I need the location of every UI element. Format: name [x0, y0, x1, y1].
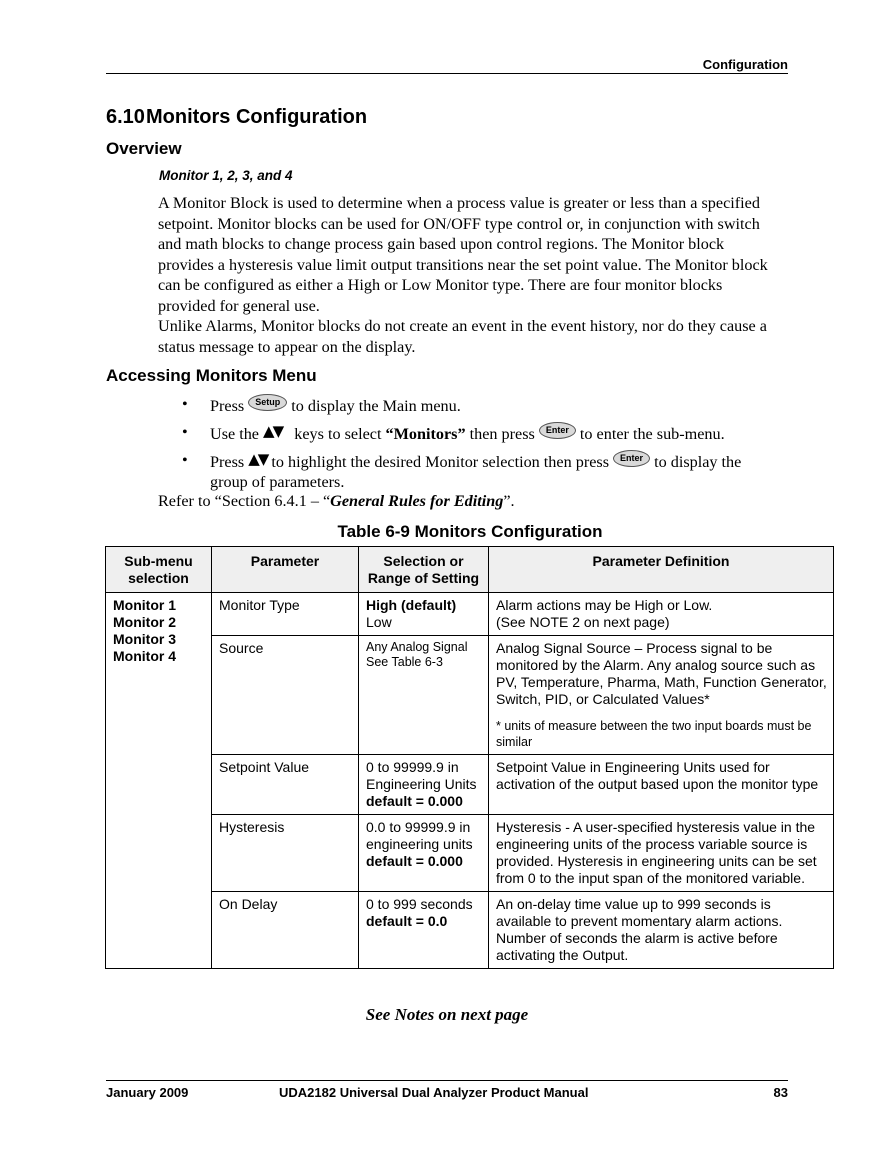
selection-value: Low: [366, 614, 392, 630]
selection-cell: [359, 755, 489, 815]
parameter-cell: Setpoint Value: [212, 755, 359, 815]
step-2: [182, 422, 782, 444]
header-selection: Selection or Range of Setting: [359, 547, 489, 593]
step-2-menu-name: “Monitors”: [385, 425, 466, 443]
section-number: 6.10: [106, 106, 145, 128]
definition-text: Alarm actions may be High or Low.: [496, 597, 713, 613]
step-2-middle-2: then press: [469, 425, 535, 443]
running-header: Configuration: [106, 57, 788, 74]
refer-link: General Rules for Editing: [330, 492, 504, 510]
enter-key-icon: Enter: [539, 422, 576, 439]
table-row: [106, 892, 834, 969]
refer-suffix: ”.: [503, 492, 515, 510]
page-number: 83: [773, 1085, 788, 1100]
table-row: [106, 755, 834, 815]
selection-value: Any Analog Signal: [366, 640, 468, 654]
definition-cell: [489, 636, 834, 755]
header-submenu: Sub-menu selection: [106, 547, 212, 593]
submenu-cell: [106, 593, 212, 969]
bullet-icon: •: [182, 451, 188, 469]
selection-default: High (default): [366, 597, 457, 613]
definition-cell: [489, 593, 834, 636]
overview-paragraph-2: Unlike Alarms, Monitor blocks do not create an event in the event history, nor do they cause a status message to appear on the display.: [158, 317, 767, 356]
parameter-cell: Source: [212, 636, 359, 755]
step-3: [182, 450, 782, 492]
selection-cell: [359, 636, 489, 755]
parameter-cell: On Delay: [212, 892, 359, 969]
setup-key-icon: Setup: [248, 394, 287, 411]
selection-cell: [359, 815, 489, 892]
selection-default: default = 0.0: [366, 913, 448, 929]
bullet-icon: •: [182, 395, 188, 413]
selection-cell: [359, 892, 489, 969]
step-3-after: to display the group of parameters.: [210, 453, 742, 491]
selection-cell: [359, 593, 489, 636]
accessing-heading: Accessing Monitors Menu: [106, 366, 317, 385]
see-notes: See Notes on next page: [365, 1005, 529, 1024]
refer-prefix: Refer to “Section 6.4.1 – “: [158, 492, 331, 510]
submenu-monitor-4: Monitor 4: [113, 648, 176, 664]
definition-text: Analog Signal Source – Process signal to be monitored by the Alarm. Any analog source such as PV, Temperature, Pharma, Math, Function Generator, Switch, PID, or Calculated Values*: [496, 640, 827, 707]
up-down-arrow-keys-icon: ▲▼: [263, 422, 283, 440]
definition-cell: Hysteresis - A user-specified hysteresis value in the engineering units of the process variable source is provided. Hysteresis in engineering units can be set from 0 to the input span of the monitored variable.: [489, 815, 834, 892]
header-definition: Parameter Definition: [489, 547, 834, 593]
footer-title: UDA2182 Universal Dual Analyzer Product Manual: [279, 1085, 589, 1100]
parameter-cell: Hysteresis: [212, 815, 359, 892]
selection-reference: See Table 6-3: [366, 655, 443, 669]
parameter-cell: Monitor Type: [212, 593, 359, 636]
submenu-monitor-2: Monitor 2: [113, 614, 176, 630]
step-3-before: Press: [210, 453, 245, 471]
section-title-text: Monitors Configuration: [146, 106, 368, 128]
selection-value: 0.0 to 99999.9 in engineering units: [366, 819, 473, 852]
table-row: [106, 636, 834, 755]
table-row: [106, 815, 834, 892]
submenu-monitor-1: Monitor 1: [113, 597, 176, 613]
bullet-icon: •: [182, 423, 188, 441]
step-2-middle: keys to select: [294, 425, 382, 443]
selection-value: 0 to 999 seconds: [366, 896, 473, 912]
definition-cell: Setpoint Value in Engineering Units used for activation of the output based upon the monitor type: [489, 755, 834, 815]
step-1-before: Press: [210, 397, 245, 415]
enter-key-icon: Enter: [613, 450, 650, 467]
step-1: [182, 394, 782, 416]
definition-cell: An on-delay time value up to 999 seconds is available to prevent momentary alarm actions. Number of seconds the alarm is active before activating the Output.: [489, 892, 834, 969]
monitors-table: [105, 546, 834, 969]
footer-date: January 2009: [106, 1085, 189, 1100]
table-header-row: [106, 547, 834, 593]
overview-body: [158, 193, 778, 357]
refer-text: [158, 492, 515, 511]
selection-default: default = 0.000: [366, 853, 463, 869]
monitor-subheading: Monitor 1, 2, 3, and 4: [159, 168, 293, 183]
step-2-before: Use the: [210, 425, 259, 443]
table-row: [106, 593, 834, 636]
table-caption: Table 6-9 Monitors Configuration: [337, 522, 603, 541]
step-3-middle: to highlight the desired Monitor selection then press: [271, 453, 609, 471]
header-parameter: Parameter: [212, 547, 359, 593]
up-down-arrow-keys-icon: ▲▼: [248, 450, 268, 468]
selection-value: 0 to 99999.9 in Engineering Units: [366, 759, 477, 792]
definition-footnote: * units of measure between the two input boards must be similar: [496, 719, 812, 749]
page-footer: [106, 1080, 788, 1100]
accessing-steps: [182, 394, 782, 498]
overview-heading: Overview: [106, 139, 182, 158]
section-title: [106, 106, 367, 129]
step-2-after: to enter the sub-menu.: [579, 425, 725, 443]
submenu-monitor-3: Monitor 3: [113, 631, 176, 647]
definition-note: (See NOTE 2 on next page): [496, 614, 670, 630]
overview-paragraph-1: A Monitor Block is used to determine when a process value is greater or less than a specified setpoint. Monitor blocks can be used for ON/OFF type control or, in conjunction with switch and math blocks to change process gain based upon control regions. The Monitor block provides a hysteresis value limit output transitions near the set point value. The Monitor block can be configured as either a High or Low Monitor type. There are four monitor blocks provided for general use.: [158, 194, 768, 315]
step-1-after: to display the Main menu.: [291, 397, 461, 415]
selection-default: default = 0.000: [366, 793, 463, 809]
